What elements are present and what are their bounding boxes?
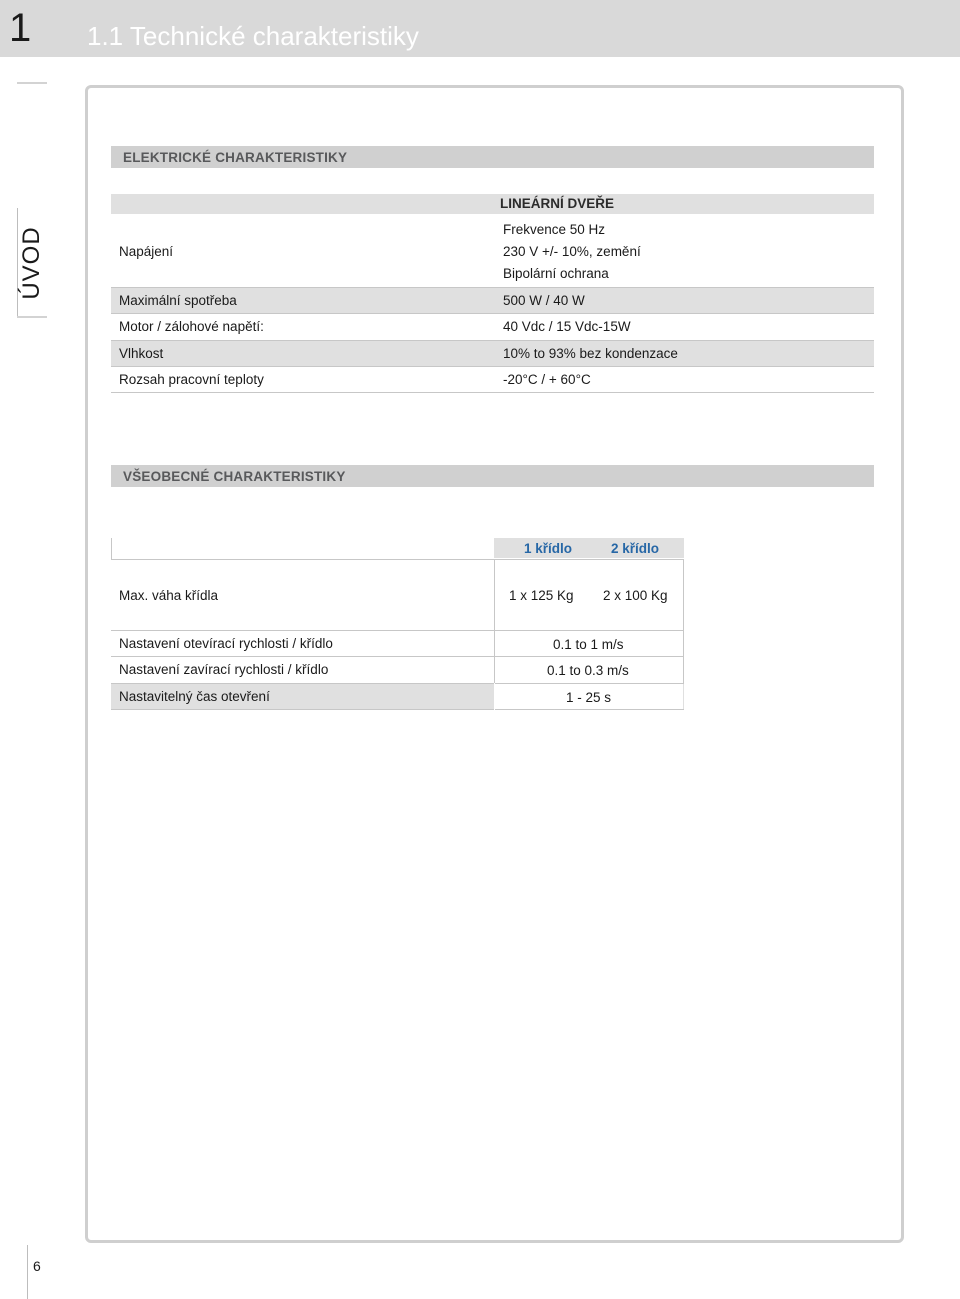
row-label: Vlhkost — [119, 346, 164, 361]
side-label-container — [12, 215, 52, 310]
column-header-2: 2 křídlo — [611, 541, 660, 556]
header-bar — [57, 0, 960, 57]
row-value: Frekvence 50 Hz — [503, 222, 606, 237]
page-title — [87, 20, 419, 52]
margin-dash — [17, 82, 47, 84]
column-header: LINEÁRNÍ DVEŘE — [500, 196, 615, 211]
row-divider — [111, 559, 684, 560]
row-value: 40 Vdc / 15 Vdc-15W — [503, 319, 631, 334]
row-divider — [111, 656, 684, 657]
column-header-1: 1 křídlo — [524, 541, 573, 556]
row-shade — [111, 340, 874, 366]
side-label: ÚVOD — [18, 225, 45, 300]
row-label: Nastavení zavírací rychlosti / křídlo — [119, 662, 329, 677]
row-label: Maximální spotřeba — [119, 293, 237, 308]
row-value: 230 V +/- 10%, zemění — [503, 244, 641, 259]
page-number: 6 — [33, 1258, 41, 1274]
cell-value: 1 - 25 s — [566, 690, 612, 705]
col-divider — [111, 538, 112, 560]
table-header-row — [111, 194, 874, 214]
row-value: -20°C / + 60°C — [503, 372, 591, 387]
section-bar-general — [111, 465, 874, 487]
section-heading: VŠEOBECNÉ CHARAKTERISTIKY — [123, 469, 346, 484]
chapter-box — [0, 0, 57, 57]
footer-rule — [27, 1245, 28, 1299]
cell-value: 1 x 125 Kg — [509, 588, 574, 603]
row-value: 500 W / 40 W — [503, 293, 585, 308]
row-divider — [111, 366, 874, 367]
row-divider — [111, 630, 684, 631]
margin-dash — [17, 316, 47, 318]
row-divider — [111, 340, 874, 341]
cell-value: 0.1 to 1 m/s — [553, 637, 624, 652]
row-value: 10% to 93% bez kondenzace — [503, 346, 678, 361]
cell-value: 0.1 to 0.3 m/s — [547, 663, 629, 678]
row-label: Napájení — [119, 244, 174, 259]
row-label: Rozsah pracovní teploty — [119, 372, 264, 387]
cell-value: 2 x 100 Kg — [603, 588, 668, 603]
row-value: Bipolární ochrana — [503, 266, 609, 281]
section-bar-electrical — [111, 146, 874, 168]
section-heading: ELEKTRICKÉ CHARAKTERISTIKY — [123, 150, 348, 165]
section-number: 1.1 — [87, 21, 124, 51]
row-divider — [111, 287, 874, 288]
section-title: Technické charakteristiky — [129, 21, 419, 51]
row-divider — [111, 392, 874, 393]
row-label: Motor / zálohové napětí: — [119, 319, 264, 334]
row-label: Nastavení otevírací rychlosti / křídlo — [119, 636, 333, 651]
row-label: Max. váha křídla — [119, 588, 219, 603]
row-divider — [111, 709, 684, 710]
chapter-number: 1 — [9, 6, 32, 50]
row-divider — [111, 313, 874, 314]
row-label: Nastavitelný čas otevření — [119, 689, 270, 704]
